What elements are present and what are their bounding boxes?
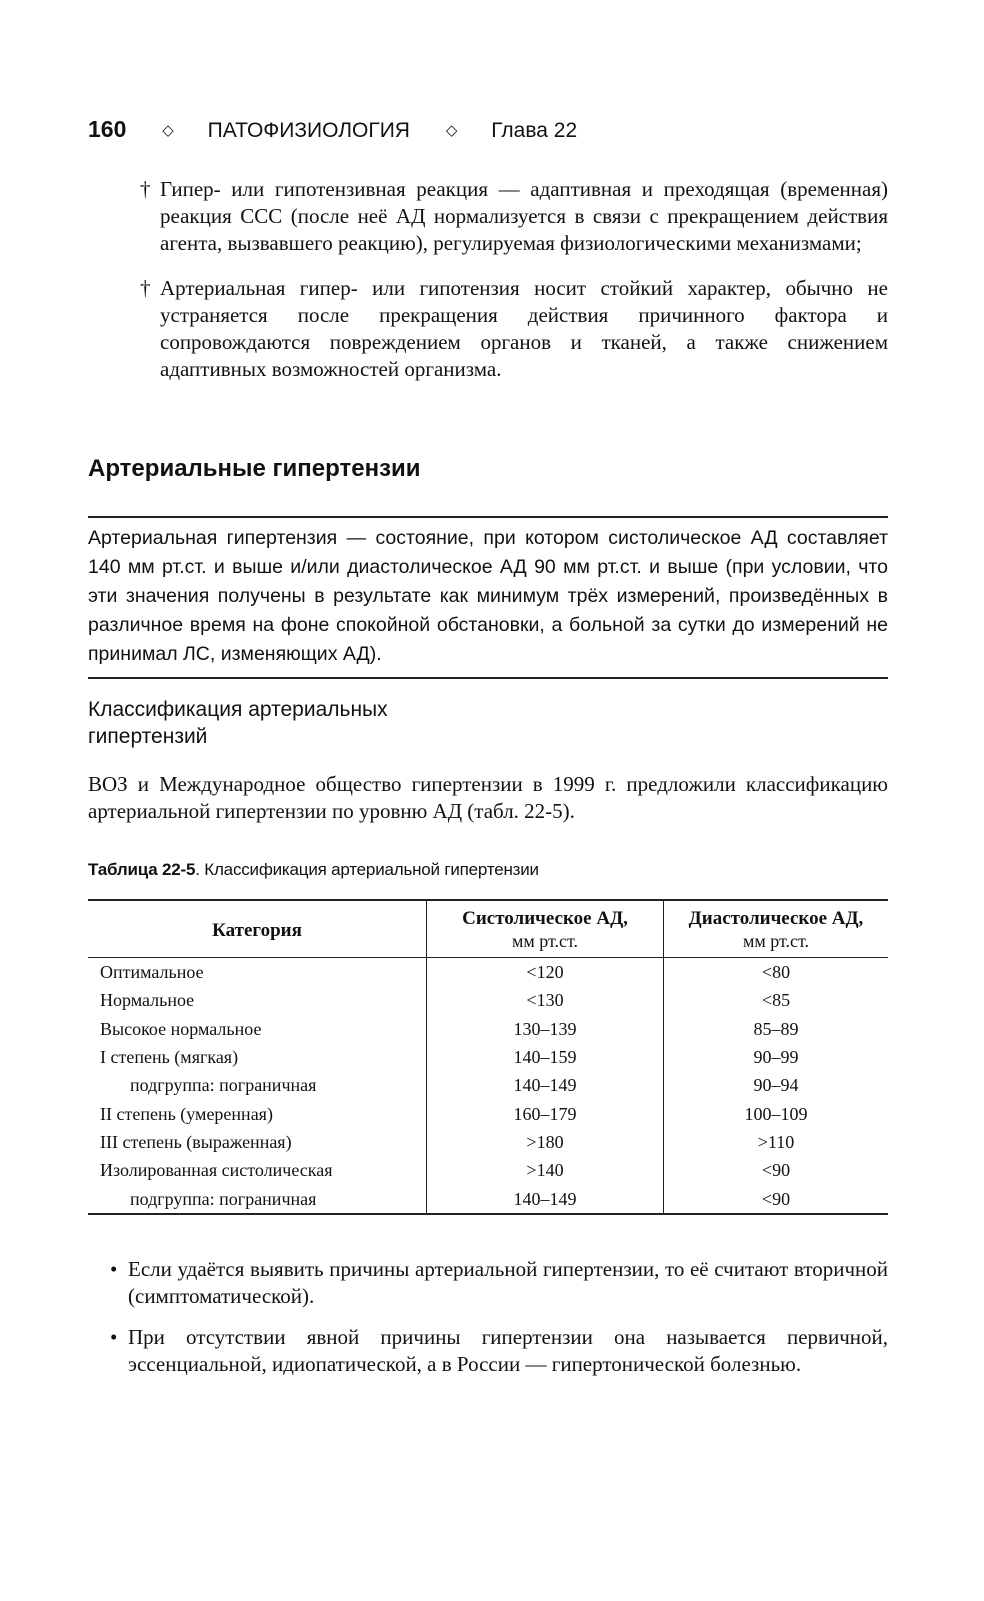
book-title: ПАТОФИЗИОЛОГИЯ	[207, 119, 410, 142]
cell-diastolic: <90	[761, 1160, 791, 1181]
table-row	[88, 1184, 888, 1213]
cell-systolic: >180	[427, 1128, 664, 1156]
bullet-list	[110, 1256, 888, 1392]
bullet-icon: •	[110, 1257, 118, 1281]
cell-category: Оптимальное	[88, 958, 427, 987]
header-title: Диастолическое АД,	[688, 908, 864, 929]
list-item-text: Если удаётся выявить причины артериальной гипертензии, то её считают вторичной (симптоматической).	[128, 1257, 888, 1308]
cell-category: II степень (умеренная)	[88, 1099, 427, 1127]
dagger-item-text: Гипер- или гипотензивная реакция — адаптивная и преходящая (временная) реакция ССС (после неё АД нормализуется в связи с прекращением действия агента, вызвавшего реакцию), регулируемая физиологическими механизмами;	[160, 177, 888, 255]
cell-diastolic: <85	[761, 990, 791, 1011]
dagger-item	[140, 176, 888, 257]
subsection-heading: Классификация артериальных гипертензий	[88, 698, 388, 748]
diamond-icon: ◇	[445, 122, 458, 139]
table-header-row	[88, 900, 888, 958]
header-title: Систолическое АД,	[462, 908, 628, 929]
table-row	[88, 1156, 888, 1184]
running-head	[88, 116, 577, 143]
definition-box: Артериальная гипертензия — состояние, при котором систолическое АД составляет 140 мм рт.ст. и выше и/или диастолическое АД 90 мм рт.ст. и выше (при условии, что эти значения получены в результате как минимум трёх измерений, произведённых в различное время на фоне спокойной обстановки, а больной за сутки до измерений не принимал ЛС, изменяющих АД).	[88, 516, 888, 679]
table-row	[88, 1128, 888, 1156]
table-caption-label: Таблица 22-5	[88, 860, 196, 879]
intro-paragraph: ВОЗ и Международное общество гипертензии в 1999 г. предложили классификацию артериальной гипертензии по уровню АД (табл. 22-5).	[88, 772, 888, 823]
header-category	[88, 900, 427, 958]
cell-category: подгруппа: пограничная	[88, 1184, 427, 1213]
cell-diastolic: 90–99	[753, 1047, 799, 1068]
dagger-list	[140, 176, 888, 401]
header-diastolic	[664, 900, 889, 958]
table-row	[88, 1071, 888, 1099]
dagger-icon: †	[140, 276, 151, 300]
table-caption	[88, 860, 539, 880]
bullet-icon: •	[110, 1325, 118, 1349]
chapter-label: Глава 22	[491, 119, 578, 142]
table-caption-text: . Классификация артериальной гипертензии	[195, 860, 539, 879]
dagger-item	[140, 275, 888, 383]
cell-diastolic: <90	[664, 1184, 889, 1213]
diamond-icon: ◇	[162, 122, 174, 139]
page-number: 160	[88, 116, 127, 142]
cell-category: I степень (мягкая)	[88, 1043, 427, 1071]
cell-systolic: <120	[427, 958, 664, 987]
table-row	[88, 1043, 888, 1071]
dagger-icon: †	[140, 177, 151, 201]
cell-diastolic: 90–94	[753, 1075, 799, 1096]
cell-category: подгруппа: пограничная	[88, 1071, 427, 1099]
cell-diastolic: <80	[761, 962, 791, 983]
cell-systolic: <130	[427, 986, 664, 1014]
cell-diastolic: >110	[757, 1131, 795, 1152]
table-row	[88, 1099, 888, 1127]
cell-diastolic: 85–89	[753, 1018, 799, 1039]
table-row	[88, 1015, 888, 1043]
cell-category: Высокое нормальное	[88, 1015, 427, 1043]
list-item-text: При отсутствии явной причины гипертензии она называется первичной, эссенциальной, идиопатической, а в России — гипертонической болезнью.	[128, 1325, 888, 1376]
cell-systolic: 140–149	[427, 1184, 664, 1213]
table-row	[88, 986, 888, 1014]
cell-category: III степень (выраженная)	[88, 1128, 427, 1156]
list-item	[110, 1256, 888, 1310]
section-heading: Артериальные гипертензии	[88, 455, 421, 482]
cell-category: Нормальное	[88, 986, 427, 1014]
cell-category: Изолированная систолическая	[88, 1156, 427, 1184]
dagger-item-text: Артериальная гипер- или гипотензия носит стойкий характер, обычно не устраняется после прекращения действия причинного фактора и сопровождаются повреждением органов и тканей, а также снижением адаптивных возможностей организма.	[160, 276, 888, 381]
header-unit: мм рт.ст.	[742, 931, 810, 951]
header-systolic	[427, 900, 664, 958]
cell-systolic: 140–149	[427, 1071, 664, 1099]
table-row	[88, 958, 888, 987]
header-title: Категория	[212, 919, 302, 941]
classification-table	[88, 899, 888, 1215]
list-item	[110, 1324, 888, 1378]
header-unit: мм рт.ст.	[511, 931, 579, 951]
cell-systolic: 160–179	[427, 1099, 664, 1127]
cell-systolic: >140	[427, 1156, 664, 1184]
cell-systolic: 130–139	[427, 1015, 664, 1043]
cell-diastolic: 100–109	[744, 1103, 808, 1124]
cell-systolic: 140–159	[427, 1043, 664, 1071]
